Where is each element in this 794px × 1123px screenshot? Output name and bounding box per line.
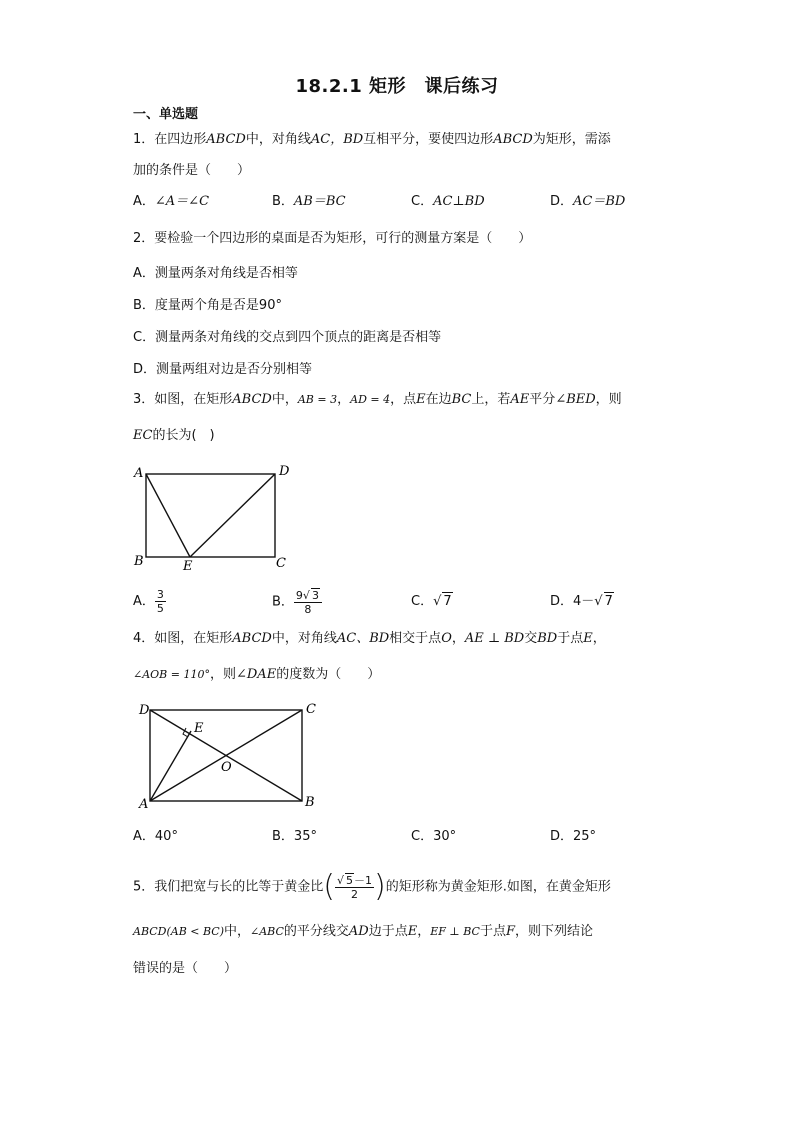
q4-label-b: B <box>305 795 315 810</box>
q4-rectangle-figure <box>133 698 323 813</box>
question-4-line-1: 4．如图，在矩形ABCD中，对角线AC、BD相交于点O，AE ⊥ BD交BD于点E， <box>133 631 606 646</box>
question-4-line-2: ∠AOB = 110°，则∠DAE的度数为（ ） <box>133 667 381 682</box>
q3-rectangle-abcd <box>146 474 275 557</box>
q4-option-a[interactable]: A．40° <box>133 829 178 844</box>
question-5-line-3: 错误的是（ ） <box>133 961 238 976</box>
q4-option-d[interactable]: D．25° <box>550 829 597 844</box>
q3-option-a[interactable]: A． $\frac{3}{5}$ <box>133 588 164 615</box>
q3-segment-ae <box>146 474 190 557</box>
q4-option-b[interactable]: B．35° <box>272 829 317 844</box>
q3-label-d: D <box>279 464 290 479</box>
q3-rectangle-figure <box>128 460 298 575</box>
question-1-line-2: 加的条件是（ ） <box>133 163 251 178</box>
q2-option-d[interactable]: D．测量两组对边是否分别相等 <box>133 362 313 377</box>
question-2-line-1: 2．要检验一个四边形的桌面是否为矩形，可行的测量方案是（ ） <box>133 231 532 246</box>
q3-option-c[interactable]: C．√ 7 <box>411 594 452 609</box>
question-3-line-2: EC的长为( ) <box>133 428 215 443</box>
q2-option-c[interactable]: C．测量两条对角线的交点到四个顶点的距离是否相等 <box>133 330 442 345</box>
question-5-line-1: 5．我们把宽与长的比等于黄金比( $\frac{√ 5-1}{2}$ )的矩形称为黄金矩形.如图，在黄金矩形 <box>133 869 611 904</box>
q3-label-a: A <box>134 466 144 481</box>
q4-label-d: D <box>139 703 150 718</box>
q1-option-d[interactable]: D．AC＝BD <box>550 194 626 209</box>
q4-label-o: O <box>221 760 232 775</box>
q2-option-a[interactable]: A．测量两条对角线是否相等 <box>133 266 298 281</box>
q4-segment-ae <box>150 731 191 801</box>
q3-option-d[interactable]: D．4－√ 7 <box>550 594 613 609</box>
question-3-line-1: 3．如图，在矩形ABCD中，AB = 3，AD = 4，点E在边BC上，若AE平分∠BED，则 <box>133 392 622 407</box>
q1-option-a[interactable]: A．∠A＝∠C <box>133 194 210 209</box>
q2-option-b[interactable]: B．度量两个角是否是90° <box>133 298 282 313</box>
q4-label-e: E <box>194 721 204 736</box>
q4-label-a: A <box>139 797 149 812</box>
question-5-line-2: ABCD(AB < BC)中，∠ABC的平分线交AD边于点E，EF ⊥ BC于点F，则下列结论 <box>133 924 594 939</box>
q1-option-b[interactable]: B．AB＝BC <box>272 194 346 209</box>
question-1-line-1: 1．在四边形ABCD中，对角线AC，BD互相平分，要使四边形ABCD为矩形，需添 <box>133 132 611 147</box>
section-heading: 一、单选题 <box>133 107 199 122</box>
q3-option-b[interactable]: B． $\frac{9√ 3}{8}$ <box>272 588 322 616</box>
q3-label-b: B <box>134 554 144 569</box>
q4-option-c[interactable]: C．30° <box>411 829 457 844</box>
q4-label-c: C <box>306 702 316 717</box>
page-title: 18.2.1 矩形 课后练习 <box>295 76 499 97</box>
q3-label-e: E <box>183 559 193 574</box>
q3-segment-ed <box>190 474 275 557</box>
q3-label-c: C <box>276 556 286 571</box>
q1-option-c[interactable]: C．AC⊥BD <box>411 194 485 209</box>
